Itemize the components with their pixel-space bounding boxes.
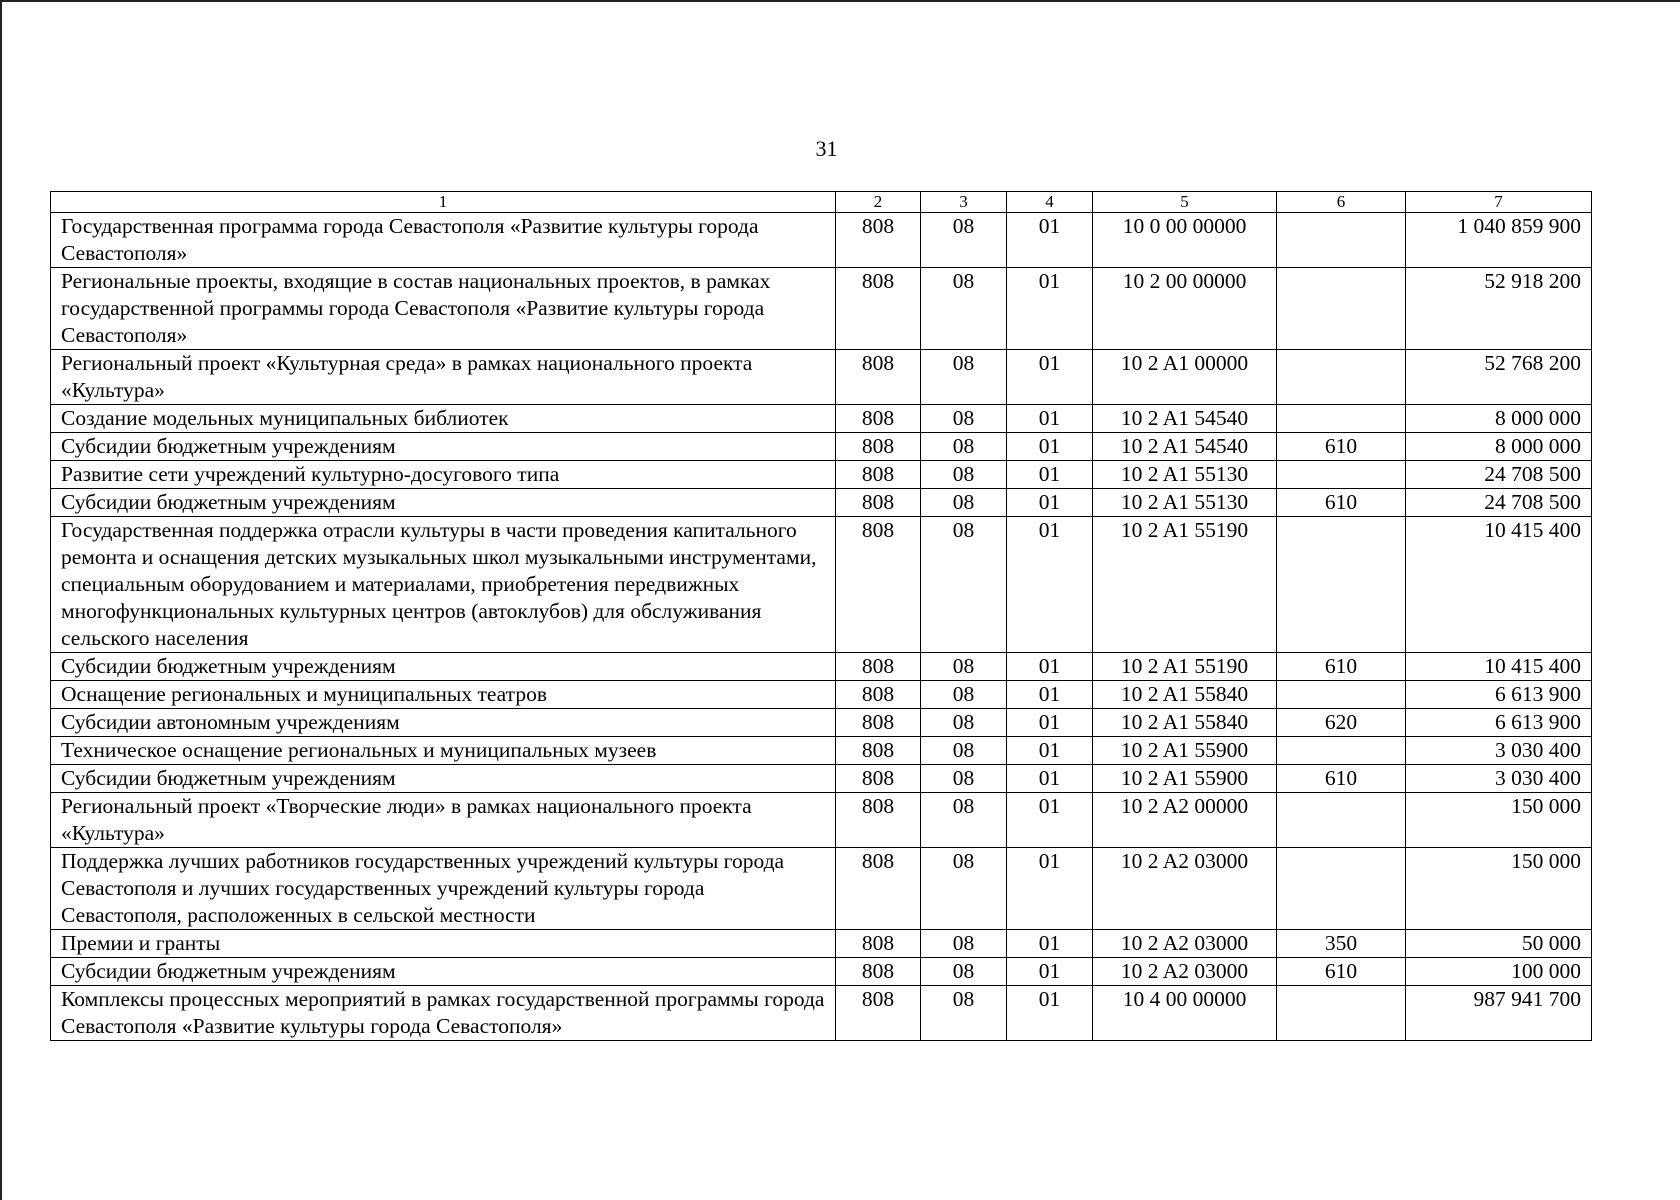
table-row	[51, 793, 1592, 848]
expense-type-cell	[1277, 848, 1406, 930]
expense-type-cell: 610	[1277, 765, 1406, 793]
amount-cell: 8 000 000	[1406, 433, 1592, 461]
target-item-code-cell: 10 2 A2 03000	[1093, 848, 1277, 930]
page-number: 31	[815, 136, 838, 161]
row-name-cell: Развитие сети учреждений культурно-досугового типа	[51, 461, 836, 489]
amount-cell: 3 030 400	[1406, 765, 1592, 793]
column-header: 3	[921, 192, 1007, 213]
amount-cell: 24 708 500	[1406, 461, 1592, 489]
column-header: 5	[1093, 192, 1277, 213]
section-code-cell: 08	[921, 986, 1007, 1041]
amount-cell: 6 613 900	[1406, 709, 1592, 737]
table-row	[51, 461, 1592, 489]
expense-type-cell	[1277, 405, 1406, 433]
row-name-cell: Региональный проект «Культурная среда» в рамках национального проекта «Культура»	[51, 350, 836, 405]
expense-type-cell	[1277, 213, 1406, 268]
ministry-code-cell: 808	[836, 405, 921, 433]
expense-type-cell	[1277, 737, 1406, 765]
subsection-code-cell: 01	[1007, 433, 1093, 461]
section-code-cell: 08	[921, 681, 1007, 709]
table-body	[51, 213, 1592, 1041]
ministry-code-cell: 808	[836, 461, 921, 489]
target-item-code-cell: 10 2 A1 55130	[1093, 489, 1277, 517]
amount-cell: 50 000	[1406, 930, 1592, 958]
table-row	[51, 848, 1592, 930]
column-header: 2	[836, 192, 921, 213]
column-header: 1	[51, 192, 836, 213]
section-code-cell: 08	[921, 489, 1007, 517]
ministry-code-cell: 808	[836, 958, 921, 986]
ministry-code-cell: 808	[836, 737, 921, 765]
subsection-code-cell: 01	[1007, 489, 1093, 517]
row-name-cell: Государственная поддержка отрасли культуры в части проведения капитального ремонта и оснащения детских музыкальных школ музыкальными инструментами, специальным оборудованием и материалами, приобретения передвижных многофункциональных культурных центров (автоклубов) для обслуживания сельского населения	[51, 517, 836, 653]
row-name-cell: Премии и гранты	[51, 930, 836, 958]
row-name-cell: Поддержка лучших работников государственных учреждений культуры города Севастополя и лучших государственных учреждений культуры города Севастополя, расположенных в сельской местности	[51, 848, 836, 930]
section-code-cell: 08	[921, 765, 1007, 793]
target-item-code-cell: 10 2 A1 54540	[1093, 433, 1277, 461]
subsection-code-cell: 01	[1007, 737, 1093, 765]
ministry-code-cell: 808	[836, 213, 921, 268]
subsection-code-cell: 01	[1007, 517, 1093, 653]
section-code-cell: 08	[921, 930, 1007, 958]
expense-type-cell	[1277, 517, 1406, 653]
section-code-cell: 08	[921, 517, 1007, 653]
amount-cell: 52 918 200	[1406, 268, 1592, 350]
ministry-code-cell: 808	[836, 765, 921, 793]
target-item-code-cell: 10 2 00 00000	[1093, 268, 1277, 350]
amount-cell: 150 000	[1406, 848, 1592, 930]
section-code-cell: 08	[921, 268, 1007, 350]
subsection-code-cell: 01	[1007, 958, 1093, 986]
row-name-cell: Государственная программа города Севастополя «Развитие культуры города Севастополя»	[51, 213, 836, 268]
target-item-code-cell: 10 2 A1 54540	[1093, 405, 1277, 433]
expense-type-cell	[1277, 350, 1406, 405]
amount-cell: 52 768 200	[1406, 350, 1592, 405]
target-item-code-cell: 10 2 A1 55900	[1093, 737, 1277, 765]
row-name-cell: Региональный проект «Творческие люди» в рамках национального проекта «Культура»	[51, 793, 836, 848]
section-code-cell: 08	[921, 958, 1007, 986]
row-name-cell: Техническое оснащение региональных и муниципальных музеев	[51, 737, 836, 765]
ministry-code-cell: 808	[836, 793, 921, 848]
ministry-code-cell: 808	[836, 930, 921, 958]
budget-table	[50, 191, 1592, 1041]
column-number-row	[51, 192, 1592, 213]
row-name-cell: Комплексы процессных мероприятий в рамках государственной программы города Севастополя «Развитие культуры города Севастополя»	[51, 986, 836, 1041]
target-item-code-cell: 10 2 A1 00000	[1093, 350, 1277, 405]
table-row	[51, 709, 1592, 737]
amount-cell: 10 415 400	[1406, 517, 1592, 653]
row-name-cell: Региональные проекты, входящие в состав национальных проектов, в рамках государственной программы города Севастополя «Развитие культуры города Севастополя»	[51, 268, 836, 350]
subsection-code-cell: 01	[1007, 765, 1093, 793]
section-code-cell: 08	[921, 793, 1007, 848]
table-row	[51, 405, 1592, 433]
row-name-cell: Субсидии бюджетным учреждениям	[51, 653, 836, 681]
expense-type-cell: 610	[1277, 489, 1406, 517]
subsection-code-cell: 01	[1007, 405, 1093, 433]
subsection-code-cell: 01	[1007, 213, 1093, 268]
section-code-cell: 08	[921, 433, 1007, 461]
amount-cell: 150 000	[1406, 793, 1592, 848]
column-header: 7	[1406, 192, 1592, 213]
subsection-code-cell: 01	[1007, 268, 1093, 350]
ministry-code-cell: 808	[836, 350, 921, 405]
ministry-code-cell: 808	[836, 268, 921, 350]
table-row	[51, 517, 1592, 653]
target-item-code-cell: 10 2 A1 55190	[1093, 653, 1277, 681]
ministry-code-cell: 808	[836, 517, 921, 653]
subsection-code-cell: 01	[1007, 350, 1093, 405]
row-name-cell: Субсидии бюджетным учреждениям	[51, 433, 836, 461]
ministry-code-cell: 808	[836, 489, 921, 517]
subsection-code-cell: 01	[1007, 681, 1093, 709]
subsection-code-cell: 01	[1007, 461, 1093, 489]
expense-type-cell: 610	[1277, 433, 1406, 461]
table-row	[51, 765, 1592, 793]
target-item-code-cell: 10 2 A2 00000	[1093, 793, 1277, 848]
target-item-code-cell: 10 2 A1 55900	[1093, 765, 1277, 793]
amount-cell: 8 000 000	[1406, 405, 1592, 433]
subsection-code-cell: 01	[1007, 986, 1093, 1041]
subsection-code-cell: 01	[1007, 930, 1093, 958]
expense-type-cell: 610	[1277, 653, 1406, 681]
amount-cell: 987 941 700	[1406, 986, 1592, 1041]
target-item-code-cell: 10 2 A1 55130	[1093, 461, 1277, 489]
expense-type-cell	[1277, 986, 1406, 1041]
amount-cell: 6 613 900	[1406, 681, 1592, 709]
target-item-code-cell: 10 2 A2 03000	[1093, 958, 1277, 986]
expense-type-cell: 620	[1277, 709, 1406, 737]
target-item-code-cell: 10 0 00 00000	[1093, 213, 1277, 268]
amount-cell: 3 030 400	[1406, 737, 1592, 765]
expense-type-cell: 610	[1277, 958, 1406, 986]
table-row	[51, 681, 1592, 709]
section-code-cell: 08	[921, 350, 1007, 405]
expense-type-cell	[1277, 268, 1406, 350]
table-row	[51, 986, 1592, 1041]
table-row	[51, 958, 1592, 986]
section-code-cell: 08	[921, 405, 1007, 433]
target-item-code-cell: 10 2 A1 55840	[1093, 709, 1277, 737]
table-row	[51, 489, 1592, 517]
amount-cell: 1 040 859 900	[1406, 213, 1592, 268]
ministry-code-cell: 808	[836, 986, 921, 1041]
section-code-cell: 08	[921, 848, 1007, 930]
target-item-code-cell: 10 2 A1 55840	[1093, 681, 1277, 709]
row-name-cell: Оснащение региональных и муниципальных театров	[51, 681, 836, 709]
subsection-code-cell: 01	[1007, 653, 1093, 681]
column-header: 6	[1277, 192, 1406, 213]
amount-cell: 100 000	[1406, 958, 1592, 986]
section-code-cell: 08	[921, 461, 1007, 489]
amount-cell: 10 415 400	[1406, 653, 1592, 681]
table-row	[51, 350, 1592, 405]
ministry-code-cell: 808	[836, 709, 921, 737]
row-name-cell: Субсидии бюджетным учреждениям	[51, 489, 836, 517]
subsection-code-cell: 01	[1007, 709, 1093, 737]
table-row	[51, 653, 1592, 681]
target-item-code-cell: 10 4 00 00000	[1093, 986, 1277, 1041]
target-item-code-cell: 10 2 A1 55190	[1093, 517, 1277, 653]
ministry-code-cell: 808	[836, 681, 921, 709]
ministry-code-cell: 808	[836, 848, 921, 930]
expense-type-cell	[1277, 681, 1406, 709]
section-code-cell: 08	[921, 213, 1007, 268]
table-row	[51, 930, 1592, 958]
expense-type-cell: 350	[1277, 930, 1406, 958]
row-name-cell: Субсидии бюджетным учреждениям	[51, 765, 836, 793]
target-item-code-cell: 10 2 A2 03000	[1093, 930, 1277, 958]
subsection-code-cell: 01	[1007, 793, 1093, 848]
table-row	[51, 433, 1592, 461]
ministry-code-cell: 808	[836, 653, 921, 681]
expense-type-cell	[1277, 793, 1406, 848]
row-name-cell: Субсидии бюджетным учреждениям	[51, 958, 836, 986]
row-name-cell: Создание модельных муниципальных библиотек	[51, 405, 836, 433]
table-row	[51, 213, 1592, 268]
row-name-cell: Субсидии автономным учреждениям	[51, 709, 836, 737]
amount-cell: 24 708 500	[1406, 489, 1592, 517]
section-code-cell: 08	[921, 653, 1007, 681]
table-row	[51, 737, 1592, 765]
expense-type-cell	[1277, 461, 1406, 489]
column-header: 4	[1007, 192, 1093, 213]
section-code-cell: 08	[921, 709, 1007, 737]
section-code-cell: 08	[921, 737, 1007, 765]
subsection-code-cell: 01	[1007, 848, 1093, 930]
ministry-code-cell: 808	[836, 433, 921, 461]
table-row	[51, 268, 1592, 350]
